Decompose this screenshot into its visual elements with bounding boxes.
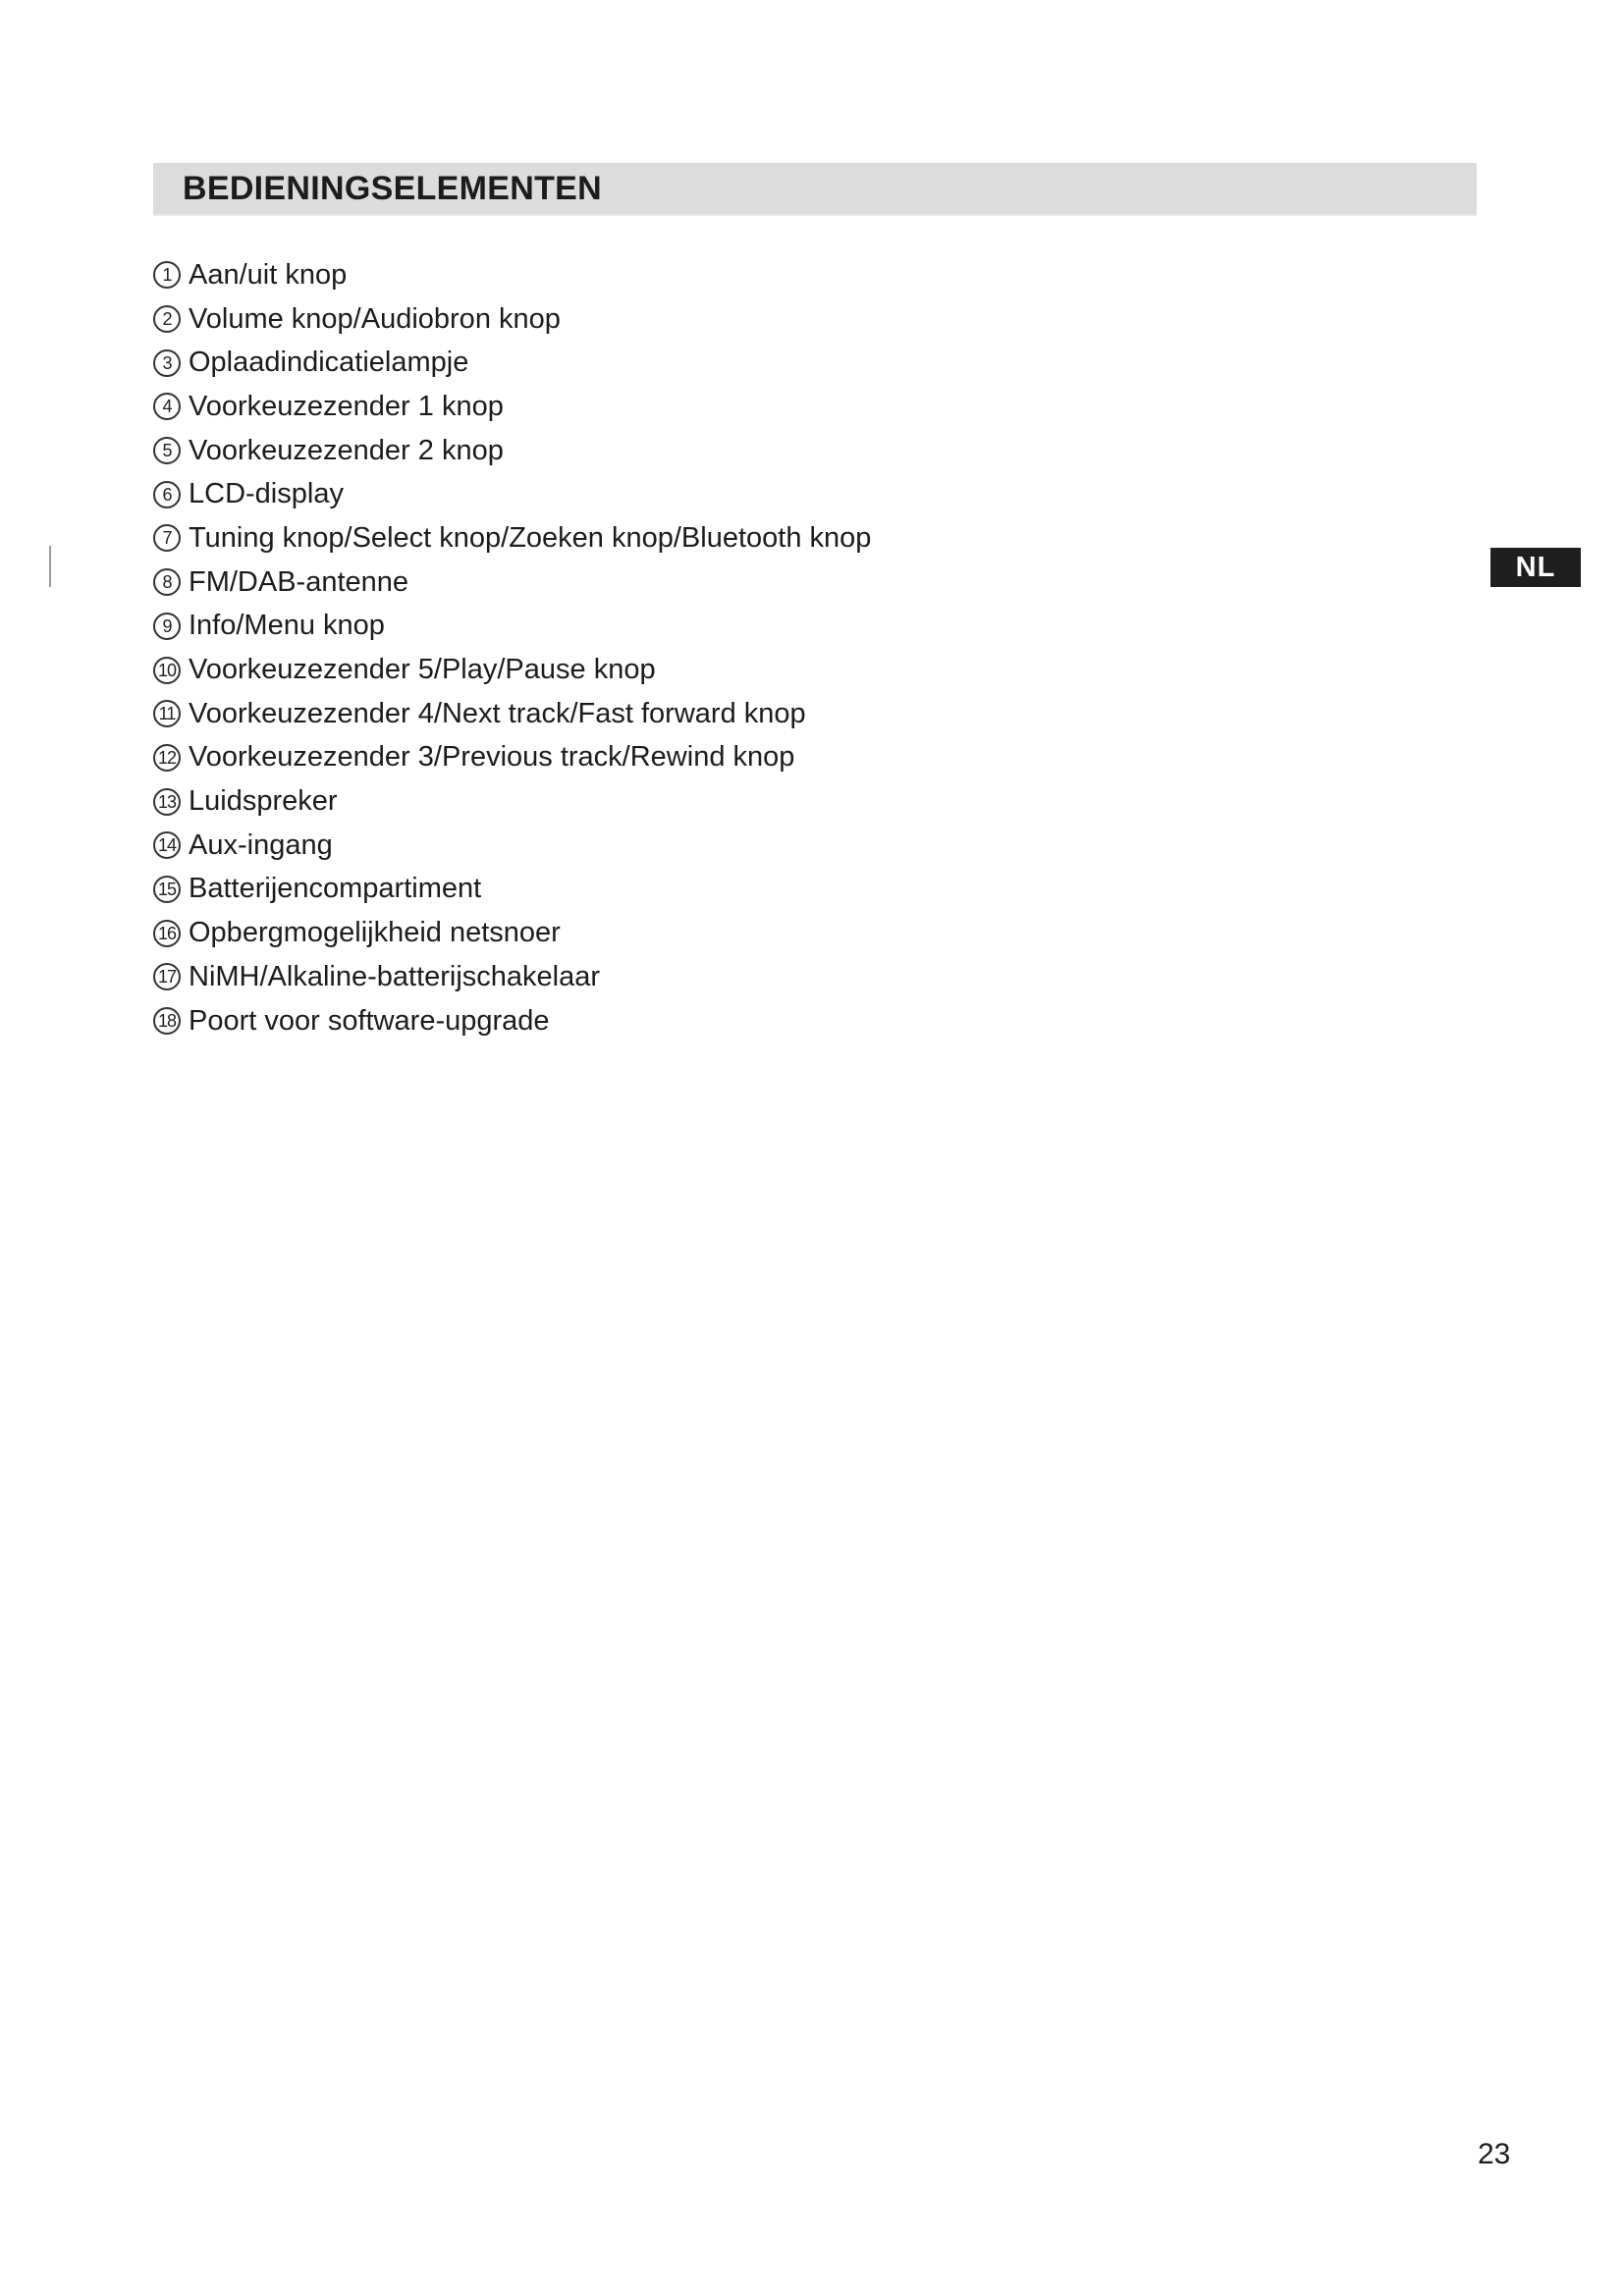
item-number: 4 xyxy=(153,393,181,420)
item-label: Voorkeuzezender 5/Play/Pause knop xyxy=(189,654,656,686)
item-number: 5 xyxy=(153,437,181,464)
controls-list xyxy=(153,253,871,1042)
language-tab xyxy=(1490,548,1581,587)
item-number: 12 xyxy=(153,744,181,772)
item-label: LCD-display xyxy=(189,478,344,510)
item-label: Voorkeuzezender 3/Previous track/Rewind knop xyxy=(189,741,795,774)
list-item xyxy=(153,824,871,868)
item-number: 11 xyxy=(153,700,181,727)
item-number: 14 xyxy=(153,831,181,859)
list-item xyxy=(153,648,871,692)
item-label: Voorkeuzezender 2 knop xyxy=(189,434,504,466)
item-number: 8 xyxy=(153,568,181,596)
item-label: Aan/uit knop xyxy=(189,258,348,291)
item-number: 7 xyxy=(153,524,181,552)
item-label: Volume knop/Audiobron knop xyxy=(189,302,561,335)
item-label: Voorkeuzezender 1 knop xyxy=(189,390,504,422)
list-item xyxy=(153,385,871,429)
language-tab-label: NL xyxy=(1515,551,1556,583)
item-number: 17 xyxy=(153,963,181,990)
list-item xyxy=(153,341,871,385)
item-label: Aux-ingang xyxy=(189,828,333,861)
section-header xyxy=(153,163,1477,216)
item-label: Luidspreker xyxy=(189,785,338,818)
item-label: Voorkeuzezender 4/Next track/Fast forward knop xyxy=(189,697,806,729)
item-label: Tuning knop/Select knop/Zoeken knop/Bluetooth knop xyxy=(189,521,872,554)
item-label: Opbergmogelijkheid netsnoer xyxy=(189,917,561,949)
list-item xyxy=(153,868,871,912)
margin-divider xyxy=(49,546,51,587)
item-label: FM/DAB-antenne xyxy=(189,565,409,598)
item-number: 13 xyxy=(153,788,181,816)
item-number: 16 xyxy=(153,920,181,947)
item-number: 18 xyxy=(153,1007,181,1035)
item-label: Batterijencompartiment xyxy=(189,873,482,905)
item-number: 10 xyxy=(153,657,181,684)
item-label: Oplaadindicatielampje xyxy=(189,347,469,379)
list-item xyxy=(153,297,871,342)
list-item xyxy=(153,692,871,736)
list-item xyxy=(153,561,871,605)
item-number: 3 xyxy=(153,349,181,377)
item-number: 9 xyxy=(153,613,181,640)
item-number: 15 xyxy=(153,876,181,903)
list-item xyxy=(153,516,871,561)
list-item xyxy=(153,253,871,297)
list-item xyxy=(153,911,871,955)
list-item xyxy=(153,955,871,999)
item-label: Poort voor software-upgrade xyxy=(189,1004,550,1037)
page-number: 23 xyxy=(1478,2138,1511,2170)
list-item xyxy=(153,429,871,473)
section-title: BEDIENINGSELEMENTEN xyxy=(183,170,602,207)
item-label: Info/Menu knop xyxy=(189,610,385,642)
list-item xyxy=(153,779,871,824)
list-item xyxy=(153,605,871,649)
item-label: NiMH/Alkaline-batterijschakelaar xyxy=(189,960,601,992)
list-item xyxy=(153,999,871,1043)
item-number: 2 xyxy=(153,305,181,333)
list-item xyxy=(153,736,871,780)
list-item xyxy=(153,472,871,516)
item-number: 6 xyxy=(153,481,181,508)
item-number: 1 xyxy=(153,261,181,289)
